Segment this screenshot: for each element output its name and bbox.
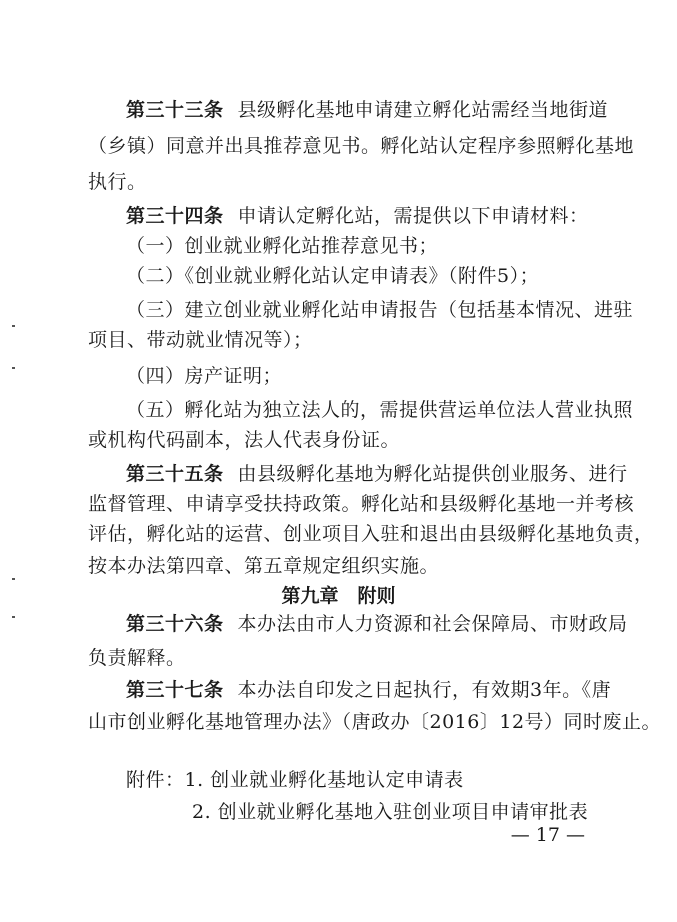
article-37-line-2: 山市创业孵化基地管理办法》（唐政办〔2016〕12号）同时废止。: [88, 711, 662, 733]
article-35-line-2: 监督管理、申请享受扶持政策。孵化站和县级孵化基地一并考核: [88, 493, 635, 515]
article-35-line-3: 评估，孵化站的运营、创业项目入驻和退出由县级孵化基地负责，: [88, 523, 654, 545]
scan-margin-mark: [12, 367, 15, 369]
attachment-item-1: 1. 创业就业孵化基地认定申请表: [184, 769, 464, 791]
attachment-item-2: 2. 创业就业孵化基地入驻创业项目申请审批表: [192, 801, 589, 823]
article-34-first-line: [88, 204, 646, 228]
attachments-first-line: [88, 768, 646, 792]
article-33-first-line: [88, 98, 646, 122]
article-33-line-3: 执行。: [88, 171, 147, 193]
article-34-item-3-line-2: 项目、带动就业情况等）；: [88, 329, 313, 351]
article-37-heading: 第三十七条: [126, 679, 224, 701]
scan-margin-mark: [12, 325, 15, 327]
article-34-item-5-line-1: （五）孵化站为独立法人的，需提供营运单位法人营业执照: [126, 399, 634, 421]
article-35-first-line: [88, 462, 646, 486]
article-34-item-2: （二）《创业就业孵化站认定申请表》（附件5）；: [126, 265, 540, 287]
article-34-heading: 第三十四条: [126, 205, 224, 227]
article-33-text-1: 县级孵化基地申请建立孵化站需经当地街道: [237, 99, 609, 121]
chapter-9-title: 第九章 附则: [281, 585, 396, 607]
article-34-item-4: （四）房产证明；: [126, 365, 283, 387]
article-34-item-5-line-2: 或机构代码副本，法人代表身份证。: [88, 429, 401, 451]
article-35-line-4: 按本办法第四章、第五章规定组织实施。: [88, 555, 440, 577]
attachments-label: 附件：: [126, 769, 185, 791]
article-33-line-2: （乡镇）同意并出具推荐意见书。孵化站认定程序参照孵化基地: [88, 135, 635, 157]
article-33-heading: 第三十三条: [126, 99, 224, 121]
article-37-first-line: [88, 678, 646, 702]
article-36-text-1: 本办法由市人力资源和社会保障局、市财政局: [237, 613, 628, 635]
article-36-heading: 第三十六条: [126, 613, 224, 635]
article-35-text-1: 由县级孵化基地为孵化站提供创业服务、进行: [237, 463, 628, 485]
article-36-first-line: [88, 612, 646, 636]
article-37-text-1: 本办法自印发之日起执行，有效期3年。《唐: [237, 679, 612, 701]
article-34-item-1: （一）创业就业孵化站推荐意见书；: [126, 235, 439, 257]
article-34-text-1: 申请认定孵化站，需提供以下申请材料：: [237, 205, 589, 227]
article-35-heading: 第三十五条: [126, 463, 224, 485]
page-number: — 17 —: [510, 824, 585, 846]
scan-margin-mark: [12, 616, 15, 618]
article-36-line-2: 负责解释。: [88, 647, 186, 669]
scan-margin-mark: [12, 578, 15, 580]
article-34-item-3-line-1: （三）建立创业就业孵化站申请报告（包括基本情况、进驻: [126, 299, 634, 321]
